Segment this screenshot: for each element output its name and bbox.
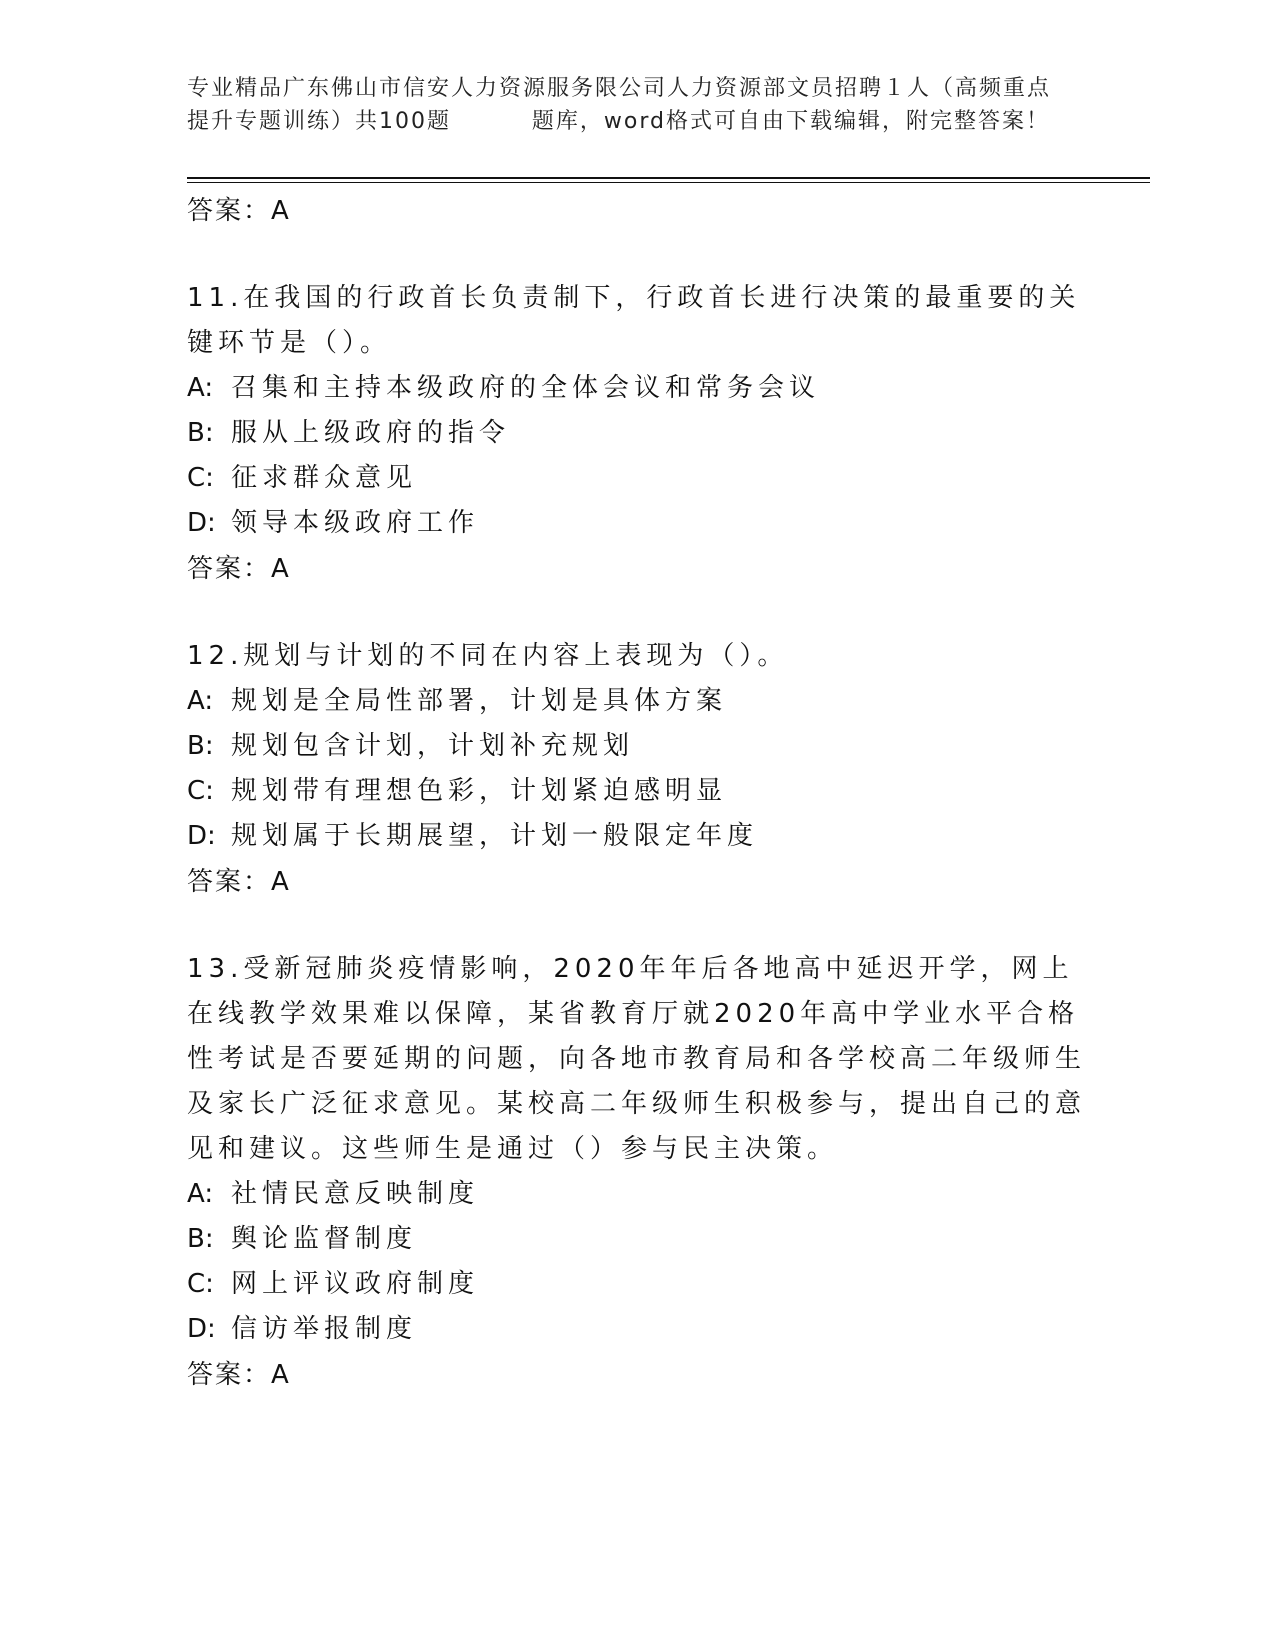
header-title-line-2: 提升专题训练）共100题 题库，word格式可自由下载编辑，附完整答案！ <box>187 109 1051 134</box>
option-text: 征求群众意见 <box>231 463 418 493</box>
option-d <box>187 501 1087 546</box>
option-text: 领导本级政府工作 <box>231 508 480 538</box>
option-label: C: <box>187 776 214 806</box>
question-text: 12.规划与计划的不同在内容上表现为（）。 <box>187 641 789 671</box>
option-b <box>187 411 1087 456</box>
header-title-line-1: 专业精品广东佛山市信安人力资源服务限公司人力资源部文员招聘１人（高频重点 <box>187 76 1052 101</box>
header-rule-thin <box>187 182 1150 183</box>
option-label: D: <box>187 821 216 851</box>
option-a <box>187 1172 1087 1217</box>
option-label: B: <box>187 731 214 761</box>
header-rule-thick <box>187 177 1150 179</box>
option-a <box>187 679 1087 724</box>
question-13 <box>187 947 1087 1398</box>
option-text: 社情民意反映制度 <box>231 1179 480 1209</box>
answer-line: 答案：A <box>187 1360 291 1390</box>
answer-line: 答案：A <box>187 554 291 584</box>
answer-line: 答案：A <box>187 867 291 897</box>
option-text: 规划包含计划，计划补充规划 <box>231 731 635 761</box>
option-text: 规划属于长期展望，计划一般限定年度 <box>231 821 759 851</box>
document-body <box>187 188 1087 1398</box>
option-c <box>187 456 1087 501</box>
option-label: D: <box>187 508 216 538</box>
option-label: A: <box>187 686 214 716</box>
option-text: 服从上级政府的指令 <box>231 418 511 448</box>
option-text: 舆论监督制度 <box>231 1224 418 1254</box>
option-b <box>187 724 1087 769</box>
question-11 <box>187 276 1087 592</box>
question-text: 11.在我国的行政首长负责制下，行政首长进行决策的最重要的关键环节是（）。 <box>187 283 1081 358</box>
question-12 <box>187 634 1087 905</box>
option-d <box>187 1307 1087 1352</box>
option-text: 规划是全局性部署，计划是具体方案 <box>231 686 728 716</box>
answer-line: 答案：A <box>187 196 291 226</box>
option-text: 网上评议政府制度 <box>231 1269 480 1299</box>
option-a <box>187 366 1087 411</box>
option-text: 规划带有理想色彩，计划紧迫感明显 <box>231 776 728 806</box>
option-c <box>187 769 1087 814</box>
page-header <box>187 72 1087 138</box>
option-label: B: <box>187 418 214 448</box>
option-label: D: <box>187 1314 216 1344</box>
option-d <box>187 814 1087 859</box>
option-text: 信访举报制度 <box>231 1314 418 1344</box>
option-label: A: <box>187 373 214 403</box>
option-label: A: <box>187 1179 214 1209</box>
option-label: B: <box>187 1224 214 1254</box>
option-text: 召集和主持本级政府的全体会议和常务会议 <box>231 373 821 403</box>
question-text: 13.受新冠肺炎疫情影响，2020年年后各地高中延迟开学，网上在线教学效果难以保障，某省教育厅就2020年高中学业水平合格性考试是否要延期的问题，向各地市教育局和各学校高二年级师生及家长广泛征求意见。某校高二年级师生积极参与，提出自己的意见和建议。这些师生是通过（）参与民主决策。 <box>187 954 1087 1164</box>
option-b <box>187 1217 1087 1262</box>
option-label: C: <box>187 1269 214 1299</box>
option-label: C: <box>187 463 214 493</box>
option-c <box>187 1262 1087 1307</box>
